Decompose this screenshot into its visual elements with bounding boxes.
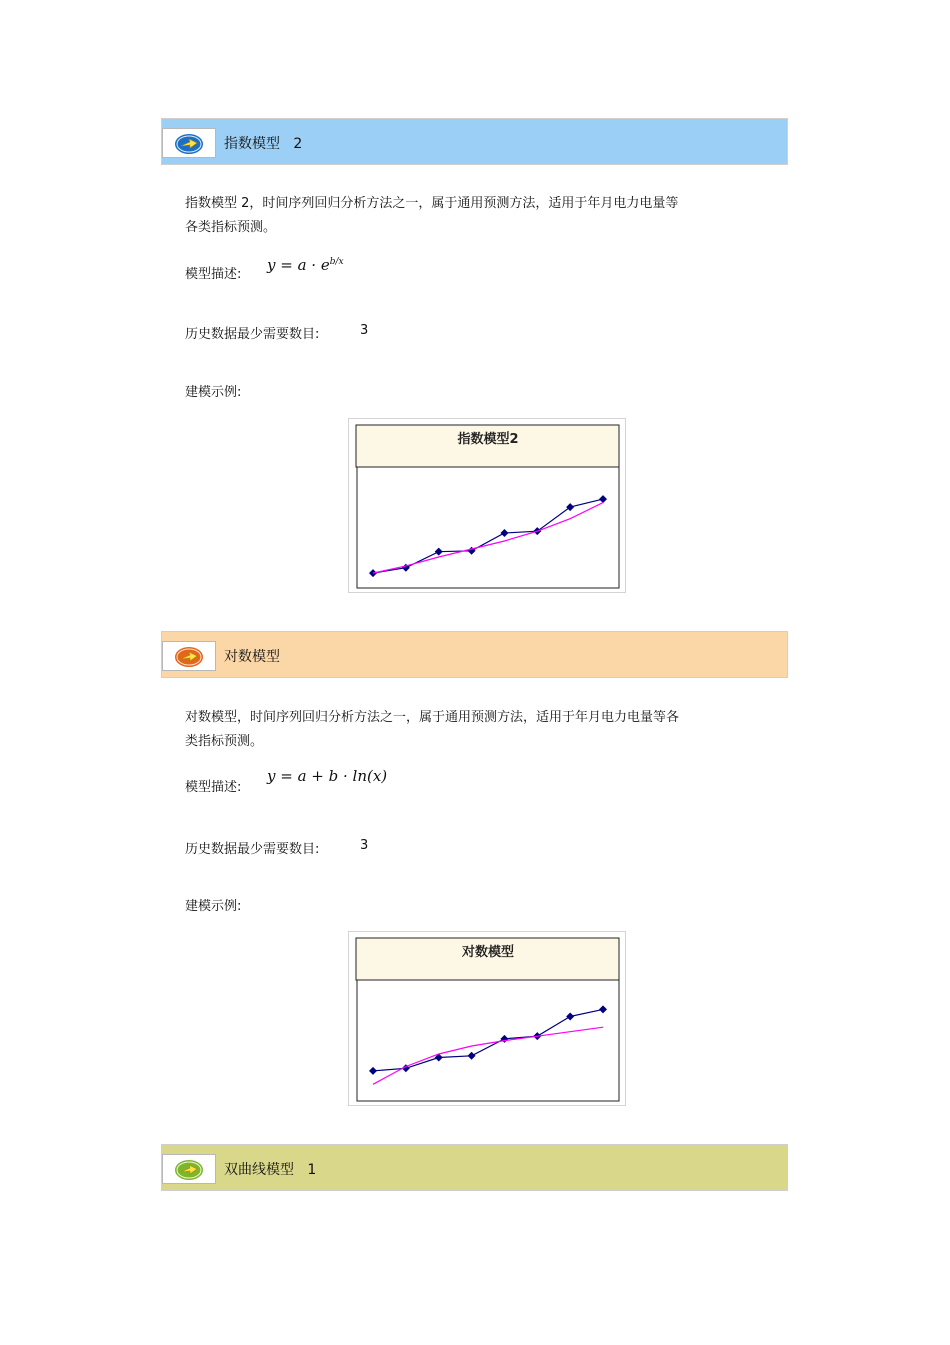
example-chart-exponential [348, 418, 626, 593]
example-chart-logarithmic [348, 931, 626, 1106]
section-icon-box [162, 128, 216, 158]
section-title: 双曲线模型 1 [224, 1162, 317, 1178]
history-label: 历史数据最少需要数目: [185, 327, 320, 342]
arrow-right-icon [172, 1157, 206, 1183]
chart-svg [349, 932, 627, 1107]
model-formula [267, 256, 344, 274]
history-value: 3 [360, 323, 369, 338]
example-label: 建模示例: [185, 385, 242, 400]
section-description [185, 706, 745, 754]
example-label: 建模示例: [185, 899, 242, 914]
section-title: 对数模型 [224, 649, 280, 665]
arrow-right-icon [172, 131, 206, 157]
formula-exponent: b/x [329, 257, 344, 267]
description-line: 类指标预测。 [185, 734, 264, 749]
model-label: 模型描述: [185, 780, 242, 795]
history-label: 历史数据最少需要数目: [185, 842, 320, 857]
arrow-right-icon [172, 644, 206, 670]
description-line: 指数模型 2，时间序列回归分析方法之一，属于通用预测方法，适用于年月电力电量等 [185, 196, 679, 211]
description-line: 各类指标预测。 [185, 220, 277, 235]
chart-title: 对数模型 [461, 945, 515, 960]
section-title: 指数模型 2 [224, 136, 303, 152]
formula-main: y = a + b · ln(x) [267, 767, 388, 785]
chart-svg [349, 419, 627, 594]
section-header-exponential-2 [161, 118, 788, 165]
history-value: 3 [360, 838, 369, 853]
plot-area [357, 980, 619, 1101]
chart-title: 指数模型2 [457, 432, 519, 447]
model-label: 模型描述: [185, 267, 242, 282]
section-header-logarithmic [161, 631, 788, 678]
section-header-hyperbolic-1 [161, 1144, 788, 1191]
section-icon-box [162, 641, 216, 671]
section-description [185, 192, 745, 240]
formula-main: y = a · e [267, 256, 330, 274]
model-formula [267, 767, 387, 785]
description-line: 对数模型，时间序列回归分析方法之一，属于通用预测方法，适用于年月电力电量等各 [185, 710, 680, 725]
section-icon-box [162, 1154, 216, 1184]
